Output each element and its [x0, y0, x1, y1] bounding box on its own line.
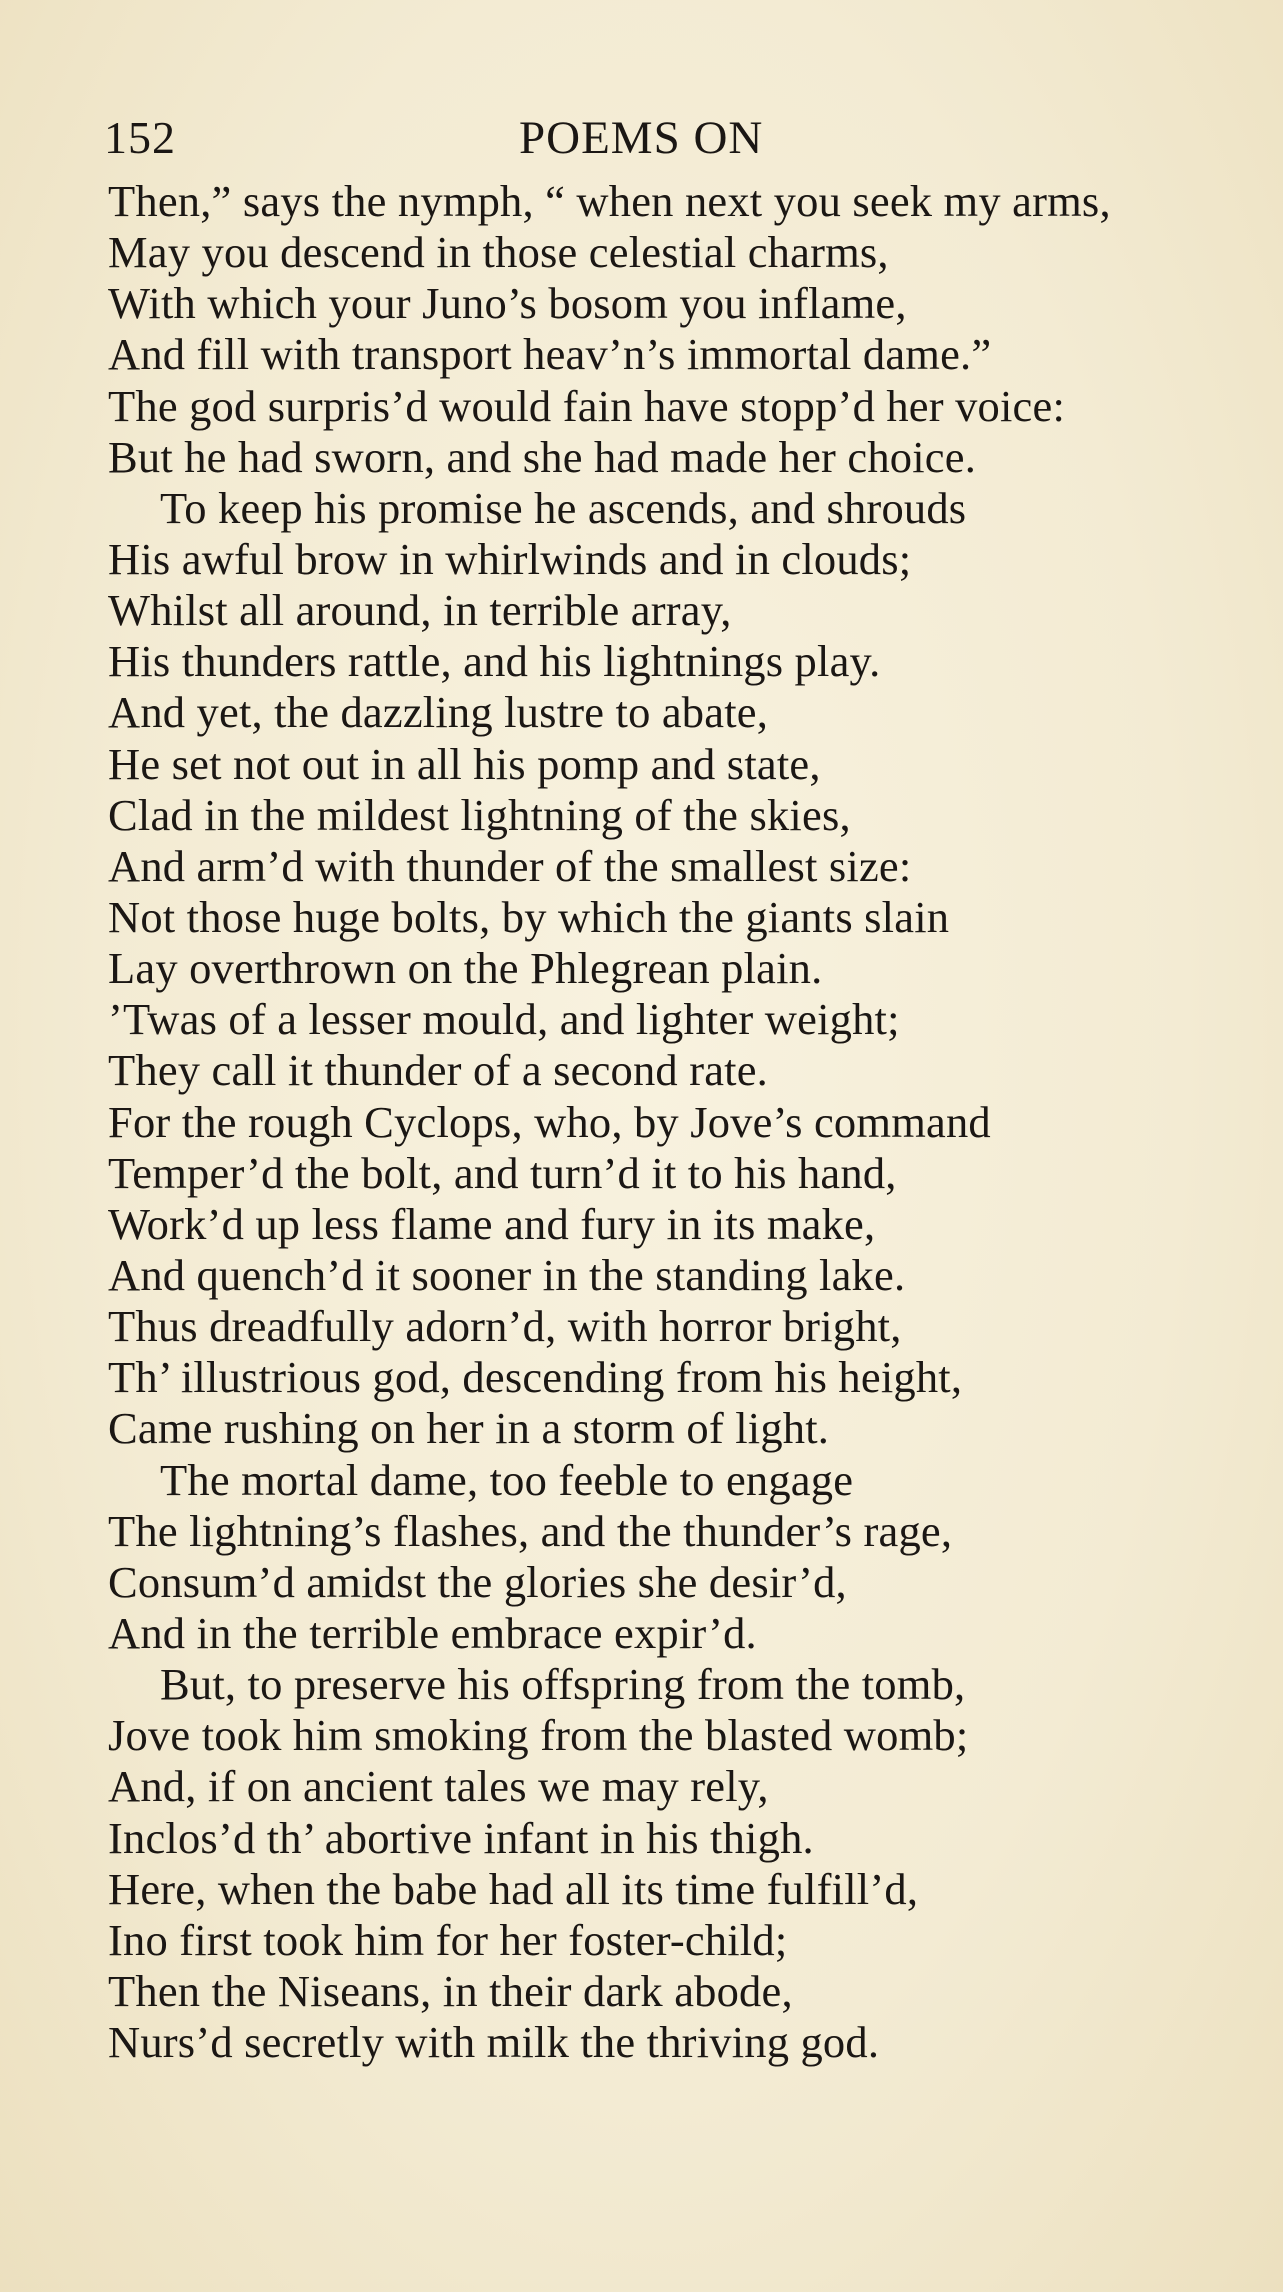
stanza-first-line: The mortal dame, too feeble to engage — [160, 1454, 854, 1505]
poem-text — [108, 176, 1233, 2068]
poem-line: He set not out in all his pomp and state, — [108, 738, 821, 789]
poem-line: And yet, the dazzling lustre to abate, — [108, 687, 769, 738]
poem-line: Th’ illustrious god, descending from his height, — [108, 1352, 963, 1403]
poem-line: And fill with transport heav’n’s immortal dame.” — [108, 329, 992, 380]
poem-line: They call it thunder of a second rate. — [108, 1045, 768, 1096]
poem-line: Then,” says the nymph, “ when next you seek my arms, — [108, 176, 1111, 226]
poem-line: Inclos’d th’ abortive infant in his thigh. — [108, 1812, 814, 1863]
poem-line: Jove took him smoking from the blasted womb; — [108, 1710, 969, 1761]
poem-line: And quench’d it sooner in the standing lake. — [108, 1249, 906, 1300]
poem-line: Whilst all around, in terrible array, — [108, 585, 732, 636]
poem-line: His awful brow in whirlwinds and in clouds; — [108, 533, 912, 584]
stanza-first-line: But, to preserve his offspring from the tomb, — [160, 1659, 966, 1710]
poem-line: Lay overthrown on the Phlegrean plain. — [108, 943, 823, 994]
running-head: POEMS ON — [519, 112, 764, 164]
poem-line: Nurs’d secretly with milk the thriving god. — [108, 2017, 880, 2068]
stanza-first-line: To keep his promise he ascends, and shrouds — [160, 482, 967, 533]
poem-line: Work’d up less flame and fury in its make, — [108, 1198, 876, 1249]
poem-line: Came rushing on her in a storm of light. — [108, 1403, 830, 1454]
poem-line: Clad in the mildest lightning of the skies, — [108, 789, 851, 840]
poem-line: And arm’d with thunder of the smallest size: — [108, 840, 912, 891]
poem-line: The god surpris’d would fain have stopp’d her voice: — [108, 380, 1066, 431]
poem-line: Consum’d amidst the glories she desir’d, — [108, 1556, 847, 1607]
page-number: 152 — [104, 112, 176, 163]
poem-line: But he had sworn, and she had made her choice. — [108, 431, 977, 482]
poem-line: And in the terrible embrace expir’d. — [108, 1607, 757, 1658]
poem-line: For the rough Cyclops, who, by Jove’s command — [108, 1096, 991, 1147]
poem-line: With which your Juno’s bosom you inflame, — [108, 278, 907, 329]
page-header — [104, 108, 1214, 168]
poem-line: Temper’d the bolt, and turn’d it to his hand, — [108, 1147, 897, 1198]
poem-line: The lightning’s flashes, and the thunder’s rage, — [108, 1505, 953, 1556]
poem-line: And, if on ancient tales we may rely, — [108, 1761, 769, 1812]
poem-line: Thus dreadfully adorn’d, with horror bright, — [108, 1301, 902, 1352]
poem-line: ’Twas of a lesser mould, and lighter weight; — [108, 994, 900, 1045]
poem-line: Ino first took him for her foster-child; — [108, 1914, 788, 1965]
poem-line: Not those huge bolts, by which the giants slain — [108, 891, 950, 942]
poem-line: Then the Niseans, in their dark abode, — [108, 1965, 793, 2016]
poem-line: Here, when the babe had all its time fulfill’d, — [108, 1863, 919, 1914]
poem-line: May you descend in those celestial charms, — [108, 227, 889, 278]
poem-line: His thunders rattle, and his lightnings play. — [108, 636, 881, 687]
